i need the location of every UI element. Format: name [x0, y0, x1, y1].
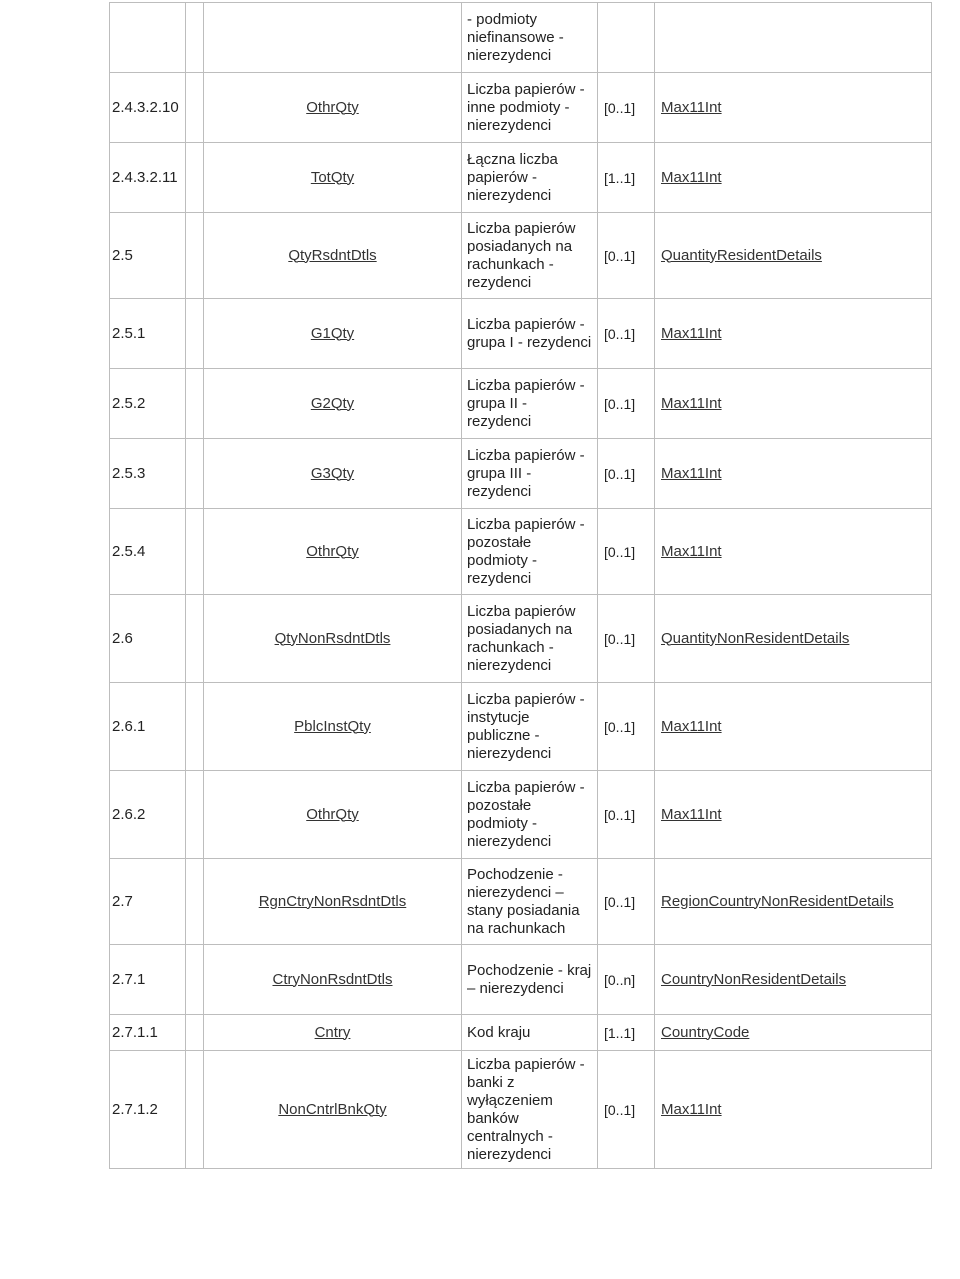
element-description: Pochodzenie - kraj – nierezydenci: [462, 945, 598, 1015]
element-type-text: Max11Int: [661, 98, 722, 116]
spacer-cell: [186, 771, 204, 859]
table-row: [110, 509, 932, 595]
element-number: 2.7: [110, 859, 186, 945]
element-type: [655, 509, 932, 595]
element-description: Pochodzenie - nierezydenci – stany posiadania na rachunkach: [462, 859, 598, 945]
element-tag: [204, 683, 462, 771]
element-tag: [204, 299, 462, 369]
element-tag: [204, 73, 462, 143]
element-type-text: Max11Int: [661, 717, 722, 735]
element-multiplicity: [0..1]: [598, 595, 655, 683]
spacer-cell: [186, 1015, 204, 1051]
element-tag-text: G3Qty: [310, 464, 355, 482]
element-description: - podmioty niefinansowe - nierezydenci: [462, 3, 598, 73]
element-number: 2.7.1: [110, 945, 186, 1015]
element-number: 2.4.3.2.11: [110, 143, 186, 213]
element-type-text: Max11Int: [661, 1100, 722, 1118]
element-type: [655, 1015, 932, 1051]
table-row: [110, 945, 932, 1015]
table-row: [110, 3, 932, 73]
spacer-cell: [186, 213, 204, 299]
spacer-cell: [186, 439, 204, 509]
element-type: [655, 143, 932, 213]
element-multiplicity: [0..1]: [598, 771, 655, 859]
element-type: [655, 1051, 932, 1169]
element-type: [655, 299, 932, 369]
element-number: 2.5: [110, 213, 186, 299]
element-tag-text: NonCntrlBnkQty: [278, 1100, 387, 1118]
element-type: [655, 683, 932, 771]
element-tag: [204, 1051, 462, 1169]
spacer-cell: [186, 1051, 204, 1169]
spacer-cell: [186, 509, 204, 595]
table-row: [110, 73, 932, 143]
element-tag: [204, 771, 462, 859]
element-type: [655, 945, 932, 1015]
element-number: 2.6.1: [110, 683, 186, 771]
element-number: 2.7.1.1: [110, 1015, 186, 1051]
element-description: Liczba papierów - grupa I - rezydenci: [462, 299, 598, 369]
element-multiplicity: [0..1]: [598, 369, 655, 439]
element-type-text: Max11Int: [661, 805, 722, 823]
element-multiplicity: [0..1]: [598, 73, 655, 143]
table-row: [110, 859, 932, 945]
element-tag: [204, 369, 462, 439]
element-description: Liczba papierów posiadanych na rachunkach - rezydenci: [462, 213, 598, 299]
element-multiplicity: [0..1]: [598, 299, 655, 369]
spacer-cell: [186, 683, 204, 771]
table-row: [110, 299, 932, 369]
element-number: 2.5.4: [110, 509, 186, 595]
spacer-cell: [186, 143, 204, 213]
element-type-text: Max11Int: [661, 464, 722, 482]
element-multiplicity: [0..1]: [598, 439, 655, 509]
element-number: [110, 3, 186, 73]
element-tag-text: OthrQty: [306, 98, 359, 116]
element-tag: [204, 945, 462, 1015]
element-multiplicity: [1..1]: [598, 1015, 655, 1051]
element-type-text: Max11Int: [661, 394, 722, 412]
element-type: [655, 771, 932, 859]
table-row: [110, 143, 932, 213]
element-tag: [204, 595, 462, 683]
element-description: Liczba papierów - banki z wyłączeniem banków centralnych - nierezydenci: [462, 1051, 598, 1169]
element-tag: [204, 3, 462, 73]
element-tag-text: G2Qty: [310, 394, 355, 412]
element-tag: [204, 143, 462, 213]
element-tag: [204, 213, 462, 299]
element-tag-text: Cntry: [314, 1023, 351, 1041]
table-row: [110, 683, 932, 771]
element-description: Liczba papierów posiadanych na rachunkach - nierezydenci: [462, 595, 598, 683]
table-row: [110, 213, 932, 299]
element-number: 2.6.2: [110, 771, 186, 859]
element-description: Liczba papierów - instytucje publiczne - nierezydenci: [462, 683, 598, 771]
spacer-cell: [186, 299, 204, 369]
element-type-text: Max11Int: [661, 324, 722, 342]
element-tag-text: OthrQty: [306, 805, 359, 823]
element-description: Liczba papierów - grupa II - rezydenci: [462, 369, 598, 439]
element-number: 2.5.3: [110, 439, 186, 509]
element-description: Łączna liczba papierów - nierezydenci: [462, 143, 598, 213]
spacer-cell: [186, 3, 204, 73]
element-tag-text: OthrQty: [306, 542, 359, 560]
element-type-text: Max11Int: [661, 168, 722, 186]
element-multiplicity: [0..1]: [598, 213, 655, 299]
element-number: 2.5.2: [110, 369, 186, 439]
element-tag-text: CtryNonRsdntDtls: [272, 970, 393, 988]
spacer-cell: [186, 859, 204, 945]
element-tag: [204, 859, 462, 945]
element-tag-text: QtyNonRsdntDtls: [274, 629, 391, 647]
element-tag-text: PblcInstQty: [294, 717, 371, 735]
spacer-cell: [186, 945, 204, 1015]
spacer-cell: [186, 595, 204, 683]
element-type: [655, 73, 932, 143]
element-description: Liczba papierów - grupa III - rezydenci: [462, 439, 598, 509]
element-multiplicity: [0..1]: [598, 683, 655, 771]
element-type: [655, 439, 932, 509]
spacer-cell: [186, 369, 204, 439]
element-tag-text: RgnCtryNonRsdntDtls: [258, 892, 407, 910]
element-tag-text: G1Qty: [310, 324, 355, 342]
element-tag-text: QtyRsdntDtls: [288, 246, 377, 264]
element-type-text: CountryNonResidentDetails: [661, 970, 847, 988]
element-multiplicity: [598, 3, 655, 73]
element-type: [655, 369, 932, 439]
element-number: 2.7.1.2: [110, 1051, 186, 1169]
element-type-text: CountryCode: [661, 1023, 750, 1041]
element-type: [655, 213, 932, 299]
element-multiplicity: [0..1]: [598, 509, 655, 595]
table-row: [110, 595, 932, 683]
element-type-text: QuantityResidentDetails: [661, 246, 822, 264]
table-row: [110, 1015, 932, 1051]
spacer-cell: [186, 73, 204, 143]
element-description: Liczba papierów - inne podmioty - nierezydenci: [462, 73, 598, 143]
element-type: [655, 595, 932, 683]
element-multiplicity: [0..1]: [598, 1051, 655, 1169]
table-row: [110, 1051, 932, 1169]
element-type-text: Max11Int: [661, 542, 722, 560]
element-multiplicity: [0..1]: [598, 859, 655, 945]
table-row: [110, 369, 932, 439]
element-number: 2.5.1: [110, 299, 186, 369]
specification-table: [109, 2, 932, 1169]
element-type-text: QuantityNonResidentDetails: [661, 629, 850, 647]
element-type-text: RegionCountryNonResidentDetails: [661, 892, 894, 910]
element-tag-text: TotQty: [310, 168, 355, 186]
element-type: [655, 3, 932, 73]
element-tag: [204, 1015, 462, 1051]
element-number: 2.4.3.2.10: [110, 73, 186, 143]
element-tag: [204, 509, 462, 595]
element-description: Kod kraju: [462, 1015, 598, 1051]
element-description: Liczba papierów - pozostałe podmioty - nierezydenci: [462, 771, 598, 859]
element-multiplicity: [0..n]: [598, 945, 655, 1015]
element-description: Liczba papierów - pozostałe podmioty - rezydenci: [462, 509, 598, 595]
element-type: [655, 859, 932, 945]
element-multiplicity: [1..1]: [598, 143, 655, 213]
element-tag: [204, 439, 462, 509]
element-number: 2.6: [110, 595, 186, 683]
table-body: [110, 3, 932, 1169]
table-row: [110, 771, 932, 859]
table-row: [110, 439, 932, 509]
